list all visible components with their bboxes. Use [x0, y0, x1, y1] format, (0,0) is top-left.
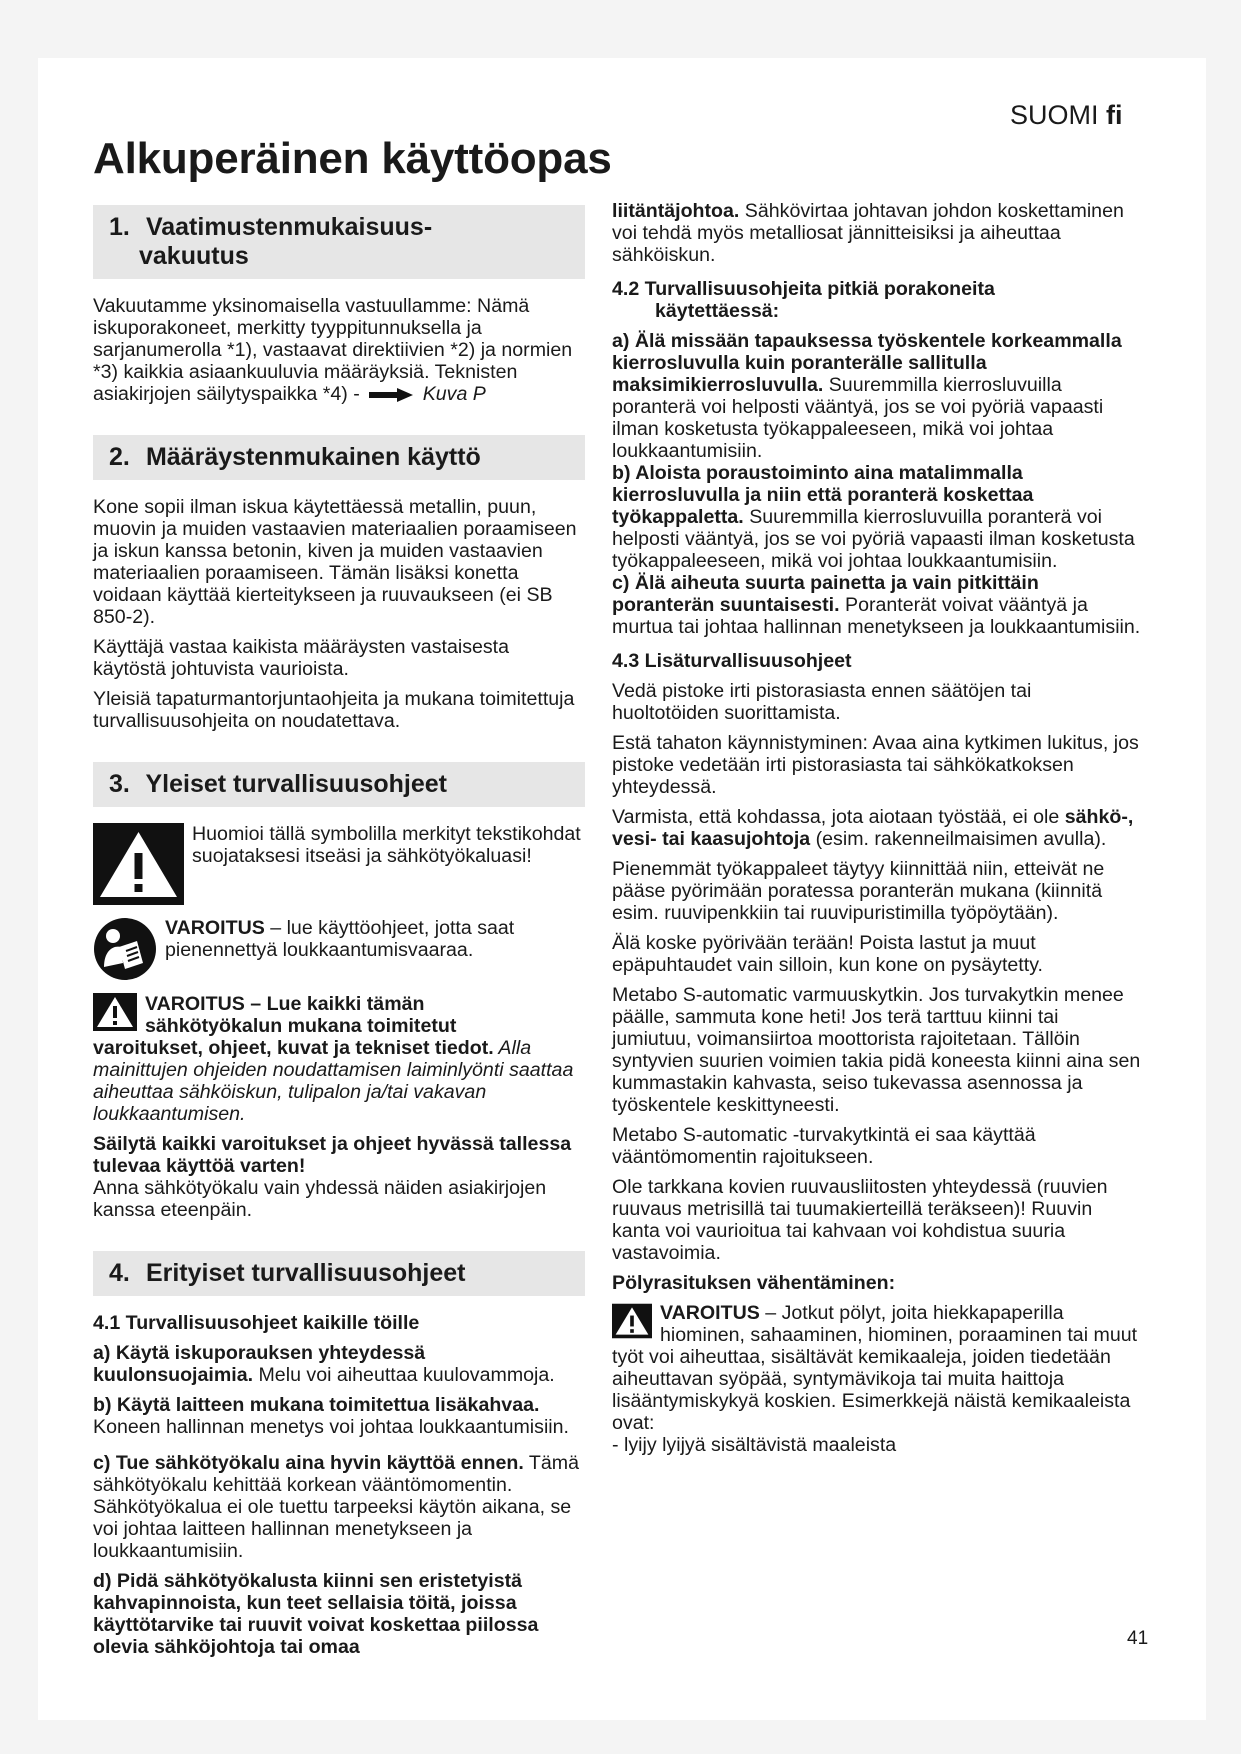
rotating-blade-text: Älä koske pyörivään terään! Poista lastut ja muut epäpuhtaudet vain silloin, kun kone on pysäytetty. — [612, 932, 1043, 976]
general-warning: VAROITUS – Lue kaikki tämän sähkötyökalun mukana toimitetut varoitukset, ohjeet, kuvat ja tekniset tiedot. Alla mainittujen ohjeiden noudattamisen laiminlyönti saattaa aiheuttaa sähköiskun, tulipalon ja/tai vakavan loukkaantumisen. — [93, 993, 574, 1125]
dust-reduction-title: Pölyrasituksen vähentäminen: — [612, 1272, 896, 1294]
page-number: 41 — [1127, 1628, 1149, 1649]
section-4-heading: 4. Erityiset turvallisuusohjeet — [93, 1251, 585, 1296]
accident-prevention-text: Yleisiä tapaturmantorjuntaohjeita ja mukana toimitettuja turvallisuusohjeita on noudatettava. — [93, 688, 575, 732]
item-4-2-c: c) Älä aiheuta suurta painetta ja vain pitkittäin poranterän suuntaisesti. Poranterät voivat vääntyä ja murtua tai johtaa hallinnan menetykseen ja loukkaantumisiin. — [612, 572, 1141, 638]
subsection-4-3: 4.3 Lisäturvallisuusohjeet — [612, 650, 852, 672]
item-4-1-d-continued: liitäntäjohtoa. Sähkövirtaa johtavan johdon koskettaminen voi tehdä myös metalliosat jännitteisiksi ja aiheuttaa sähköiskun. — [612, 200, 1124, 266]
figure-reference: Kuva P — [422, 383, 486, 405]
arrow-right-icon — [369, 388, 413, 402]
section-1-heading: 1. Vaatimustenmukaisuus- vakuutus — [93, 205, 585, 279]
safety-symbol-note: Huomioi tällä symbolilla merkityt tekstikohdat suojataksesi itseäsi ja sähkötyökaluasi! — [93, 823, 585, 905]
item-4-2-b: b) Aloista poraustoiminto aina matalimmalla kierrosluvulla ja niin että poranterä koskettaa työkappaletta. Suuremmilla kierrosluvuilla poranterä voi helposti vääntyä, jos se voi pyöriä vapaasti ilman kosketusta työkappaleeseen, mikä voi johtaa loukkaantumisiin. — [612, 462, 1135, 572]
page-title: Alkuperäinen käyttöopas — [93, 134, 612, 183]
hidden-lines-text: Varmista, että kohdassa, jota aiotaan työstää, ei ole sähkö-, vesi- tai kaasujohtoja (esim. rakenneilmaisimen avulla). — [612, 806, 1134, 850]
dust-warning: VAROITUS – Jotkut pölyt, joita hiekkapaperilla hiominen, sahaaminen, hiominen, poraaminen tai muut työt voi aiheuttaa, sisältävät kemikaaleja, joiden tiedetään aiheuttavan syöpää, syntymävikoja tai muita haittoja lisääntymiskykyä koskien. Esimerkkejä näistä kemikaaleista ovat: — [612, 1302, 1138, 1434]
subsection-4-1: 4.1 Turvallisuusohjeet kaikille töille — [93, 1312, 420, 1334]
intended-use-text: Kone sopii ilman iskua käytettäessä metallin, puun, muovin ja muiden vastaavien materiaalien poraamiseen ja iskun kanssa betonin, kiven ja muiden vastaavien materiaalien poraamiseen. Tämän lisäksi konetta voidaan käyttää kierteitykseen ja ruuvaukseen (ei SB 850-2). — [93, 496, 577, 628]
item-4-1-d: d) Pidä sähkötyökalusta kiinni sen eristetyistä kahvapinnoista, kun teet sellaisia töitä, joissa käyttötarvike tai ruuvit voivat koskettaa piilossa olevia sähköjohtoja tai omaa — [93, 1570, 539, 1658]
item-4-1-c: c) Tue sähkötyökalu aina hyvin käyttöä ennen. Tämä sähkötyökalu kehittää korkean vääntömomentin. Sähkötyökalua ei ole tuettu tarpeeksi käytön aikana, se voi johtaa laitteen hallinnan menetykseen ja loukkaantumisiin. — [93, 1452, 580, 1562]
read-manual-icon — [93, 917, 157, 981]
subsection-4-2: 4.2 Turvallisuusohjeita pitkiä porakoneita käytettäessä: — [612, 278, 995, 322]
unintended-start-text: Estä tahaton käynnistyminen: Avaa aina kytkimen lukitus, jos pistoke vedetään irti pistorasiasta tai sähkökatkoksen yhteydessä. — [612, 732, 1139, 798]
warning-triangle-small-icon — [93, 993, 137, 1031]
s-automatic-torque-text: Metabo S-automatic -turvakytkintä ei saa käyttää vääntömomentin rajoitukseen. — [612, 1124, 1036, 1168]
read-manual-warning: VAROITUS – lue käyttöohjeet, jotta saat pienennettyä loukkaantumisvaaraa. — [93, 917, 585, 981]
dust-list-item: - lyijy lyijyä sisältävistä maaleista — [612, 1434, 897, 1456]
right-column — [612, 200, 1142, 1464]
warning-triangle-icon — [93, 823, 184, 905]
conformity-text: Vakuutamme yksinomaisella vastuullamme: Nämä iskuporakoneet, merkitty tyyppitunnuksella ja sarjanumerolla *1), vastaavat direktiivien *2) ja normien *3) kaikkia asiaankuuluvia määräyksiä. Teknisten asiakirjojen säilytyspaikka *4) - Kuva P — [93, 295, 573, 405]
warning-triangle-small-icon — [612, 1302, 652, 1340]
section-2-heading: 2. Määräystenmukainen käyttö — [93, 435, 585, 480]
hard-screwing-text: Ole tarkkana kovien ruuvausliitosten yhteydessä (ruuvien ruuvaus metrisillä tai tuumakierteillä teräkseen)! Ruuvin kanta voi vaurioitua tai kahvaan voi kohdistua suuria vastavoimia. — [612, 1176, 1108, 1264]
liability-text: Käyttäjä vastaa kaikista määräysten vastaisesta käytöstä johtuvista vaurioista. — [93, 636, 510, 680]
s-automatic-text: Metabo S-automatic varmuuskytkin. Jos turvakytkin menee päälle, sammuta kone heti! Jos terä tarttuu kiinni tai jumiutuu, voimansiirtoa moottorista rajoitetaan. Tällöin syntyvien suurien voimien takia pidä koneesta kiinni aina sen kummastakin kahvasta, seiso tukevassa asennossa ja työskentele keskittyneesti. — [612, 984, 1141, 1116]
section-3-heading: 3. Yleiset turvallisuusohjeet — [93, 762, 585, 807]
item-4-1-a: a) Käytä iskuporauksen yhteydessä kuulonsuojaimia. Melu voi aiheuttaa kuulovammoja. — [93, 1342, 555, 1386]
keep-instructions: Säilytä kaikki varoitukset ja ohjeet hyvässä tallessa tulevaa käyttöä varten! Anna sähkötyökalu vain yhdessä näiden asiakirjojen kanssa eteenpäin. — [93, 1133, 572, 1221]
small-workpieces-text: Pienemmät työkappaleet täytyy kiinnittää niin, etteivät ne pääse pyörimään poratessa poranterän mukana (kiinnitä esim. ruuvipenkkiin tai ruuvipuristimilla työpöytään). — [612, 858, 1105, 924]
language-label: SUOMI fi — [1010, 100, 1123, 130]
item-4-1-b: b) Käytä laitteen mukana toimitettua lisäkahvaa. Koneen hallinnan menetys voi johtaa loukkaantumisiin. — [93, 1394, 569, 1438]
unplug-text: Vedä pistoke irti pistorasiasta ennen säätöjen tai huoltotöiden suorittamista. — [612, 680, 1032, 724]
language-code: fi — [1106, 100, 1123, 130]
item-4-2-a: a) Älä missään tapauksessa työskentele korkeammalla kierrosluvulla kuin poranterälle sallitulla maksimikierrosluvulla. Suuremmilla kierrosluvuilla poranterä voi helposti vääntyä, jos se voi pyöriä vapaasti ilman kosketusta työkappaleeseen, mikä voi johtaa loukkaantumisiin. — [612, 330, 1122, 462]
left-column — [93, 205, 585, 1666]
